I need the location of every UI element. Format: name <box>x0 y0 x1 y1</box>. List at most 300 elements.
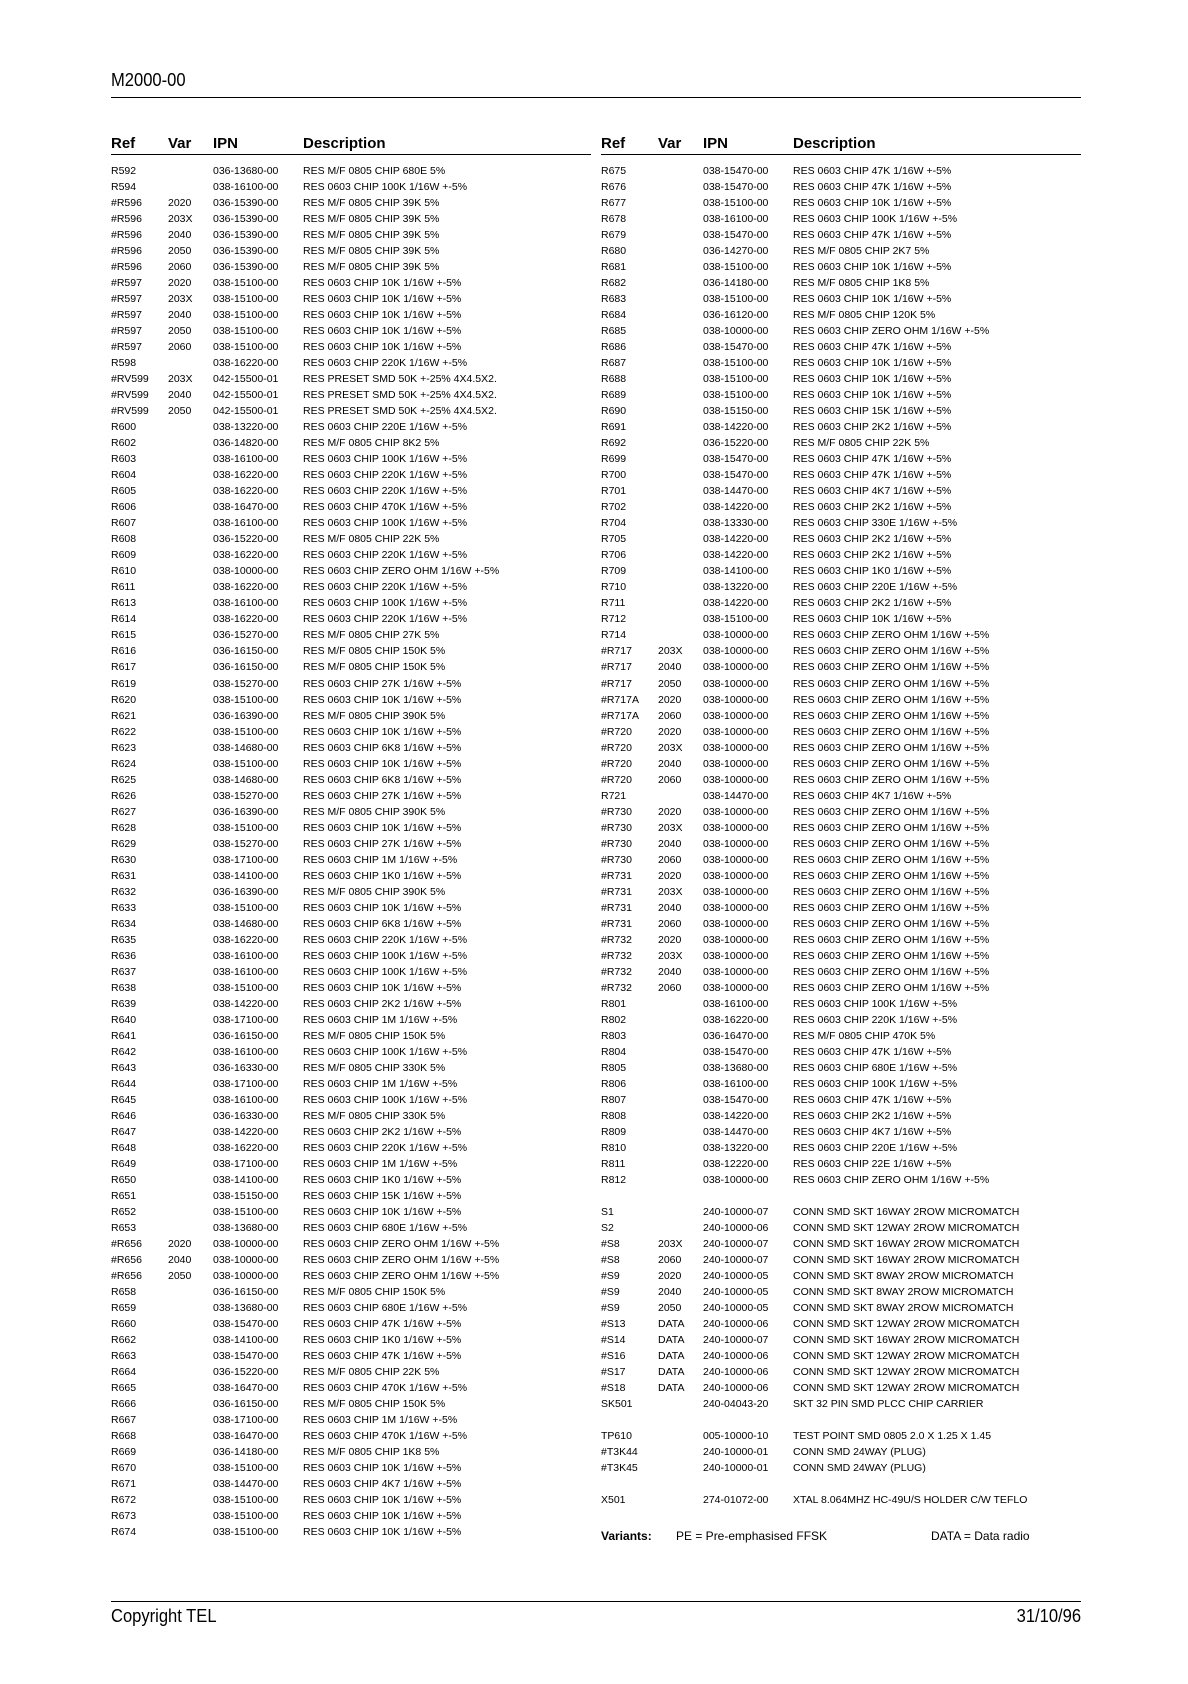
cell-ipn: 038-10000-00 <box>703 837 769 850</box>
table-row <box>111 1316 591 1332</box>
cell-ipn: 036-15220-00 <box>213 533 279 546</box>
cell-description: RES M/F 0805 CHIP 1K8 5% <box>793 277 930 290</box>
cell-ipn: 036-16150-00 <box>213 645 279 658</box>
cell-var: 2020 <box>658 805 682 818</box>
cell-description: RES 0603 CHIP 15K 1/16W +-5% <box>793 405 952 418</box>
cell-description: RES 0603 CHIP 220K 1/16W +-5% <box>303 357 468 370</box>
cell-ipn: 036-16120-00 <box>703 309 769 322</box>
cell-description: RES 0603 CHIP 100K 1/16W +-5% <box>303 597 468 610</box>
cell-description: RES 0603 CHIP 220K 1/16W +-5% <box>303 581 468 594</box>
cell-var: 2040 <box>168 389 192 402</box>
table-row <box>601 243 1081 259</box>
table-row <box>111 659 591 675</box>
cell-ref: R710 <box>601 581 627 594</box>
cell-ref: R714 <box>601 629 627 642</box>
cell-ref: R610 <box>111 565 137 578</box>
table-row <box>601 1220 1081 1236</box>
cell-description: RES 0603 CHIP 47K 1/16W +-5% <box>793 165 952 177</box>
table-row <box>111 1204 591 1220</box>
cell-var: 2040 <box>658 757 682 770</box>
cell-ref: R807 <box>601 1093 627 1106</box>
table-row <box>601 227 1081 243</box>
table-row <box>601 852 1081 868</box>
cell-ref: R667 <box>111 1414 137 1427</box>
cell-ipn: 038-15470-00 <box>703 1093 769 1106</box>
table-row <box>111 1124 591 1140</box>
cell-ipn: 036-15390-00 <box>213 213 279 226</box>
footer-copyright: Copyright TEL <box>111 1606 217 1626</box>
cell-ref: R616 <box>111 645 137 658</box>
table-row <box>111 1108 591 1124</box>
cell-ipn: 038-15470-00 <box>703 1045 769 1058</box>
cell-description: RES 0603 CHIP 47K 1/16W +-5% <box>793 229 952 242</box>
cell-description: RES M/F 0805 CHIP 39K 5% <box>303 229 440 242</box>
cell-ref: #R717A <box>601 693 639 706</box>
cell-description: RES 0603 CHIP 100K 1/16W +-5% <box>303 949 468 962</box>
cell-var: 2050 <box>168 245 192 258</box>
table-row <box>601 1348 1081 1364</box>
table-row <box>111 1284 591 1300</box>
cell-description: RES 0603 CHIP ZERO OHM 1/16W +-5% <box>303 1270 500 1283</box>
cell-ipn: 038-16220-00 <box>213 613 279 626</box>
cell-description: RES 0603 CHIP 10K 1/16W +-5% <box>793 261 952 274</box>
cell-description: RES 0603 CHIP 10K 1/16W +-5% <box>303 757 462 770</box>
table-row <box>111 179 591 195</box>
cell-ref: R712 <box>601 613 627 626</box>
cell-ipn: 038-14100-00 <box>213 1173 279 1186</box>
cell-description: RES M/F 0805 CHIP 150K 5% <box>303 1286 446 1299</box>
cell-description: RES M/F 0805 CHIP 150K 5% <box>303 645 446 658</box>
cell-description: RES 0603 CHIP 6K8 1/16W +-5% <box>303 741 462 754</box>
table-row <box>111 772 591 788</box>
cell-ipn: 038-16220-00 <box>213 469 279 482</box>
cell-description: RES 0603 CHIP ZERO OHM 1/16W +-5% <box>303 1254 500 1267</box>
cell-ref: R663 <box>111 1350 137 1363</box>
cell-ipn: 038-15270-00 <box>213 837 279 850</box>
table-row <box>111 1348 591 1364</box>
cell-ref: #R732 <box>601 965 632 978</box>
cell-ipn: 038-13680-00 <box>213 1302 279 1315</box>
cell-ipn: 038-16100-00 <box>213 1045 279 1058</box>
cell-description: RES 0603 CHIP ZERO OHM 1/16W +-5% <box>793 901 990 914</box>
table-row <box>601 980 1081 996</box>
cell-ref: #R720 <box>601 773 632 786</box>
cell-ref: R635 <box>111 933 137 946</box>
table-row <box>601 1492 1081 1508</box>
cell-ipn: 038-15100-00 <box>213 1206 279 1219</box>
cell-ref: #R717A <box>601 709 639 722</box>
table-row <box>601 259 1081 275</box>
cell-ref: R699 <box>601 453 627 466</box>
cell-ipn: 038-15100-00 <box>703 197 769 210</box>
table-row <box>111 756 591 772</box>
header-description: Description <box>793 135 876 152</box>
cell-description: RES 0603 CHIP ZERO OHM 1/16W +-5% <box>793 949 990 962</box>
table-body-left <box>111 163 591 1540</box>
cell-ref: #T3K44 <box>601 1446 638 1459</box>
cell-description: SKT 32 PIN SMD PLCC CHIP CARRIER <box>793 1398 984 1411</box>
cell-ref: #R730 <box>601 821 632 834</box>
cell-ref: R678 <box>601 213 627 226</box>
cell-description: RES 0603 CHIP ZERO OHM 1/16W +-5% <box>793 805 990 818</box>
table-row <box>601 355 1081 371</box>
cell-description: RES 0603 CHIP 220E 1/16W +-5% <box>303 421 468 434</box>
cell-ipn: 038-14470-00 <box>213 1478 279 1491</box>
cell-description: RES 0603 CHIP 1M 1/16W +-5% <box>303 1077 458 1090</box>
table-row <box>111 1476 591 1492</box>
bottom-rule <box>111 1601 1081 1602</box>
table-row <box>601 1028 1081 1044</box>
cell-ipn: 038-10000-00 <box>703 821 769 834</box>
cell-ipn: 038-10000-00 <box>213 1270 279 1283</box>
cell-ref: R633 <box>111 901 137 914</box>
table-row <box>601 676 1081 692</box>
cell-ref: R672 <box>111 1494 137 1507</box>
cell-ref: #R597 <box>111 341 142 354</box>
cell-description: RES 0603 CHIP ZERO OHM 1/16W +-5% <box>793 869 990 882</box>
cell-description: RES M/F 0805 CHIP 39K 5% <box>303 197 440 210</box>
cell-description: RES M/F 0805 CHIP 27K 5% <box>303 629 440 642</box>
cell-ref: R649 <box>111 1157 137 1170</box>
cell-description: RES 0603 CHIP 220K 1/16W +-5% <box>303 613 468 626</box>
cell-ipn: 038-15470-00 <box>703 341 769 354</box>
cell-ref: R685 <box>601 325 627 338</box>
cell-description: CONN SMD SKT 8WAY 2ROW MICROMATCH <box>793 1302 1014 1315</box>
cell-var: 203X <box>658 1238 683 1251</box>
table-row <box>601 900 1081 916</box>
cell-ipn: 240-10000-01 <box>703 1462 769 1475</box>
cell-description: CONN SMD SKT 8WAY 2ROW MICROMATCH <box>793 1286 1014 1299</box>
cell-description: RES 0603 CHIP 2K2 1/16W +-5% <box>793 1109 952 1122</box>
cell-ref: R607 <box>111 517 137 530</box>
cell-ref: #S9 <box>601 1270 620 1283</box>
cell-description: RES 0603 CHIP ZERO OHM 1/16W +-5% <box>793 325 990 338</box>
table-row <box>111 387 591 403</box>
cell-ref: R623 <box>111 741 137 754</box>
cell-ipn: 038-14680-00 <box>213 741 279 754</box>
table-row <box>601 1140 1081 1156</box>
table-row <box>111 275 591 291</box>
table-row <box>111 884 591 900</box>
table-row <box>111 1412 591 1428</box>
cell-ipn: 038-15100-00 <box>703 293 769 306</box>
cell-ipn: 036-16150-00 <box>213 661 279 674</box>
cell-ref: R640 <box>111 1013 137 1026</box>
cell-description: RES M/F 0805 CHIP 150K 5% <box>303 1398 446 1411</box>
cell-ref: R801 <box>601 997 627 1010</box>
header-var: Var <box>168 135 192 152</box>
cell-ref: R638 <box>111 981 137 994</box>
cell-ref: R677 <box>601 197 627 210</box>
cell-ipn: 038-14220-00 <box>703 533 769 546</box>
cell-description: CONN SMD SKT 12WAY 2ROW MICROMATCH <box>793 1366 1020 1379</box>
cell-ipn: 036-16390-00 <box>213 805 279 818</box>
table-row <box>111 243 591 259</box>
cell-description: RES 0603 CHIP 10K 1/16W +-5% <box>303 693 462 706</box>
cell-description: RES 0603 CHIP 470K 1/16W +-5% <box>303 501 468 514</box>
cell-ipn: 038-14220-00 <box>703 597 769 610</box>
cell-ref: R646 <box>111 1109 137 1122</box>
table-row <box>601 499 1081 515</box>
cell-ref: #S8 <box>601 1254 620 1267</box>
cell-description: RES 0603 CHIP 1K0 1/16W +-5% <box>793 565 952 578</box>
table-row <box>111 1252 591 1268</box>
table-row <box>601 211 1081 227</box>
top-rule <box>111 97 1081 98</box>
table-row <box>601 948 1081 964</box>
cell-ipn: 038-14220-00 <box>703 1109 769 1122</box>
table-row <box>601 611 1081 627</box>
cell-description: RES 0603 CHIP ZERO OHM 1/16W +-5% <box>793 709 990 722</box>
cell-ref: R811 <box>601 1157 626 1170</box>
table-row <box>601 643 1081 659</box>
cell-description: RES 0603 CHIP 10K 1/16W +-5% <box>303 1494 462 1507</box>
cell-description: RES 0603 CHIP 15K 1/16W +-5% <box>303 1190 462 1202</box>
cell-ipn: 038-15470-00 <box>703 181 769 194</box>
table-row <box>111 1220 591 1236</box>
table-row <box>601 291 1081 307</box>
cell-var: 2050 <box>658 1302 682 1315</box>
cell-var: 2020 <box>168 197 192 210</box>
table-row <box>601 772 1081 788</box>
cell-ipn: 038-16470-00 <box>213 1430 279 1443</box>
cell-ipn: 038-15100-00 <box>213 821 279 834</box>
cell-ipn: 038-14100-00 <box>213 1334 279 1347</box>
cell-description: RES 0603 CHIP 10K 1/16W +-5% <box>303 1510 462 1523</box>
cell-ref: #R596 <box>111 245 142 258</box>
cell-ipn: 036-16330-00 <box>213 1061 279 1074</box>
cell-ipn: 036-15220-00 <box>213 1366 279 1379</box>
cell-ref: R632 <box>111 885 137 898</box>
cell-description: RES M/F 0805 CHIP 22K 5% <box>793 437 930 450</box>
cell-ipn: 038-15100-00 <box>213 325 279 338</box>
cell-ipn: 240-10000-06 <box>703 1382 769 1395</box>
cell-var: 203X <box>658 885 683 898</box>
cell-ref: R608 <box>111 533 137 546</box>
cell-ref: R688 <box>601 373 627 386</box>
cell-ipn: 038-15100-00 <box>213 981 279 994</box>
cell-ref: R669 <box>111 1446 137 1459</box>
cell-ipn: 038-15470-00 <box>703 453 769 466</box>
table-row <box>111 467 591 483</box>
cell-description: CONN SMD SKT 12WAY 2ROW MICROMATCH <box>793 1222 1020 1235</box>
cell-var: 2060 <box>168 261 192 274</box>
cell-description: RES 0603 CHIP 1M 1/16W +-5% <box>303 853 458 866</box>
cell-ipn: 038-13680-00 <box>703 1061 769 1074</box>
table-row <box>111 195 591 211</box>
cell-ref: #S9 <box>601 1286 620 1299</box>
cell-ipn: 038-16220-00 <box>703 1013 769 1026</box>
cell-ipn: 240-10000-07 <box>703 1206 769 1219</box>
cell-ref: #R732 <box>601 981 632 994</box>
cell-var: 2060 <box>168 341 192 354</box>
cell-var: 2050 <box>168 325 192 338</box>
cell-ref: R611 <box>111 581 136 594</box>
cell-ref: #R732 <box>601 933 632 946</box>
cell-description: RES 0603 CHIP 4K7 1/16W +-5% <box>303 1478 462 1491</box>
cell-description: RES M/F 0805 CHIP 120K 5% <box>793 309 936 322</box>
table-row <box>111 692 591 708</box>
cell-ref: #R597 <box>111 293 142 306</box>
cell-ref: #R717 <box>601 677 632 690</box>
cell-ref: R674 <box>111 1526 137 1539</box>
cell-ref: R604 <box>111 469 137 482</box>
cell-ipn: 038-15100-00 <box>213 725 279 738</box>
cell-description: RES 0603 CHIP 10K 1/16W +-5% <box>793 389 952 402</box>
cell-ref: R668 <box>111 1430 137 1443</box>
cell-ipn: 038-10000-00 <box>703 645 769 658</box>
cell-description: CONN SMD SKT 16WAY 2ROW MICROMATCH <box>793 1206 1020 1219</box>
cell-var: 2040 <box>658 965 682 978</box>
cell-ref: R706 <box>601 549 627 562</box>
table-row <box>601 1172 1081 1188</box>
cell-ref: R721 <box>601 789 627 802</box>
cell-ref: #R656 <box>111 1254 142 1267</box>
cell-ipn: 038-15150-00 <box>703 405 769 418</box>
table-row <box>601 708 1081 724</box>
cell-var: 2020 <box>658 1270 682 1283</box>
cell-description: RES M/F 0805 CHIP 2K7 5% <box>793 245 930 258</box>
table-row <box>601 1124 1081 1140</box>
cell-ipn: 038-10000-00 <box>703 885 769 898</box>
table-row <box>601 1108 1081 1124</box>
cell-ref: #R597 <box>111 325 142 338</box>
cell-ref: R682 <box>601 277 627 290</box>
cell-ref: R641 <box>111 1029 137 1042</box>
cell-ref: R681 <box>601 261 627 274</box>
cell-ref: #R656 <box>111 1238 142 1251</box>
cell-ipn: 036-15220-00 <box>703 437 769 450</box>
table-row <box>601 1156 1081 1172</box>
cell-description: RES 0603 CHIP 470K 1/16W +-5% <box>303 1430 468 1443</box>
table-row <box>601 996 1081 1012</box>
cell-ref: R709 <box>601 565 627 578</box>
table-row <box>601 195 1081 211</box>
cell-var: 203X <box>658 645 683 658</box>
table-row <box>601 756 1081 772</box>
table-row <box>111 371 591 387</box>
table-row <box>601 659 1081 675</box>
table-row <box>111 579 591 595</box>
cell-ref: R670 <box>111 1462 137 1475</box>
cell-ipn: 042-15500-01 <box>213 373 279 386</box>
table-row <box>111 1364 591 1380</box>
table-row <box>601 1364 1081 1380</box>
cell-ipn: 038-14220-00 <box>213 1125 279 1138</box>
cell-ipn: 038-10000-00 <box>213 565 279 578</box>
cell-ref: R598 <box>111 357 137 370</box>
cell-description: RES 0603 CHIP 10K 1/16W +-5% <box>303 309 462 322</box>
cell-description: RES 0603 CHIP 22E 1/16W +-5% <box>793 1157 952 1170</box>
table-row <box>601 1268 1081 1284</box>
table-row <box>601 307 1081 323</box>
cell-ref: R711 <box>601 597 626 610</box>
table-row <box>601 387 1081 403</box>
cell-description: CONN SMD SKT 12WAY 2ROW MICROMATCH <box>793 1350 1020 1363</box>
cell-ref: R615 <box>111 629 137 642</box>
table-row <box>111 1012 591 1028</box>
cell-ref: R690 <box>601 405 627 418</box>
table-row <box>601 179 1081 195</box>
cell-ipn: 038-15100-00 <box>703 261 769 274</box>
table-row <box>601 788 1081 804</box>
cell-ref: R673 <box>111 1510 137 1523</box>
cell-ipn: 038-14220-00 <box>703 549 769 562</box>
cell-description: RES M/F 0805 CHIP 22K 5% <box>303 533 440 546</box>
cell-var: 203X <box>658 741 683 754</box>
cell-ref: R692 <box>601 437 627 450</box>
cell-description: RES 0603 CHIP 4K7 1/16W +-5% <box>793 1125 952 1138</box>
cell-ref: R704 <box>601 517 627 530</box>
cell-ipn: 038-15100-00 <box>213 693 279 706</box>
cell-ref: R619 <box>111 677 137 690</box>
table-row <box>601 932 1081 948</box>
cell-ipn: 038-13680-00 <box>213 1222 279 1235</box>
table-row <box>601 1284 1081 1300</box>
cell-var: 2040 <box>658 661 682 674</box>
table-row <box>111 483 591 499</box>
cell-ipn: 038-16100-00 <box>213 949 279 962</box>
table-row <box>601 1412 1081 1428</box>
cell-ref: #R596 <box>111 197 142 210</box>
cell-description: RES 0603 CHIP 10K 1/16W +-5% <box>793 197 952 210</box>
cell-ref: R647 <box>111 1125 137 1138</box>
table-row <box>601 515 1081 531</box>
cell-ipn: 038-16220-00 <box>213 549 279 562</box>
cell-var: 203X <box>658 821 683 834</box>
cell-description: RES 0603 CHIP 27K 1/16W +-5% <box>303 837 462 850</box>
cell-ref: #S17 <box>601 1366 626 1379</box>
cell-ipn: 038-15100-00 <box>703 389 769 402</box>
table-row <box>601 1092 1081 1108</box>
cell-description: RES 0603 CHIP 100K 1/16W +-5% <box>793 213 958 226</box>
table-row <box>111 435 591 451</box>
cell-ipn: 038-15470-00 <box>213 1318 279 1331</box>
table-row <box>601 820 1081 836</box>
cell-ref: #S8 <box>601 1238 620 1251</box>
cell-description: RES 0603 CHIP 4K7 1/16W +-5% <box>793 789 952 802</box>
cell-ref: R631 <box>111 869 137 882</box>
cell-description: CONN SMD SKT 12WAY 2ROW MICROMATCH <box>793 1318 1020 1331</box>
cell-ref: R662 <box>111 1334 137 1347</box>
cell-description: RES 0603 CHIP 100K 1/16W +-5% <box>793 1077 958 1090</box>
cell-ipn: 038-10000-00 <box>213 1254 279 1267</box>
cell-ipn: 005-10000-10 <box>703 1430 769 1443</box>
cell-ipn: 038-10000-00 <box>703 757 769 770</box>
table-row <box>601 403 1081 419</box>
cell-ref: #R730 <box>601 853 632 866</box>
table-row <box>601 1252 1081 1268</box>
table-header <box>111 134 591 155</box>
cell-ref: #R656 <box>111 1270 142 1283</box>
cell-ipn: 038-15270-00 <box>213 789 279 802</box>
cell-ref: #R732 <box>601 949 632 962</box>
cell-description: RES 0603 CHIP 47K 1/16W +-5% <box>303 1318 462 1331</box>
cell-var: 2020 <box>168 1238 192 1251</box>
variant-pe: PE = Pre-emphasised FFSK <box>676 1529 828 1543</box>
cell-ipn: 036-15270-00 <box>213 629 279 642</box>
cell-ipn: 038-10000-00 <box>703 1173 769 1186</box>
table-row <box>601 1460 1081 1476</box>
cell-ref: #R731 <box>601 901 632 914</box>
cell-description: RES 0603 CHIP ZERO OHM 1/16W +-5% <box>793 981 990 994</box>
cell-description: RES 0603 CHIP ZERO OHM 1/16W +-5% <box>793 917 990 930</box>
cell-ref: R643 <box>111 1061 137 1074</box>
cell-ipn: 038-10000-00 <box>703 869 769 882</box>
cell-description: RES 0603 CHIP 1M 1/16W +-5% <box>303 1157 458 1170</box>
cell-description: RES 0603 CHIP 10K 1/16W +-5% <box>303 341 462 354</box>
table-row <box>601 531 1081 547</box>
